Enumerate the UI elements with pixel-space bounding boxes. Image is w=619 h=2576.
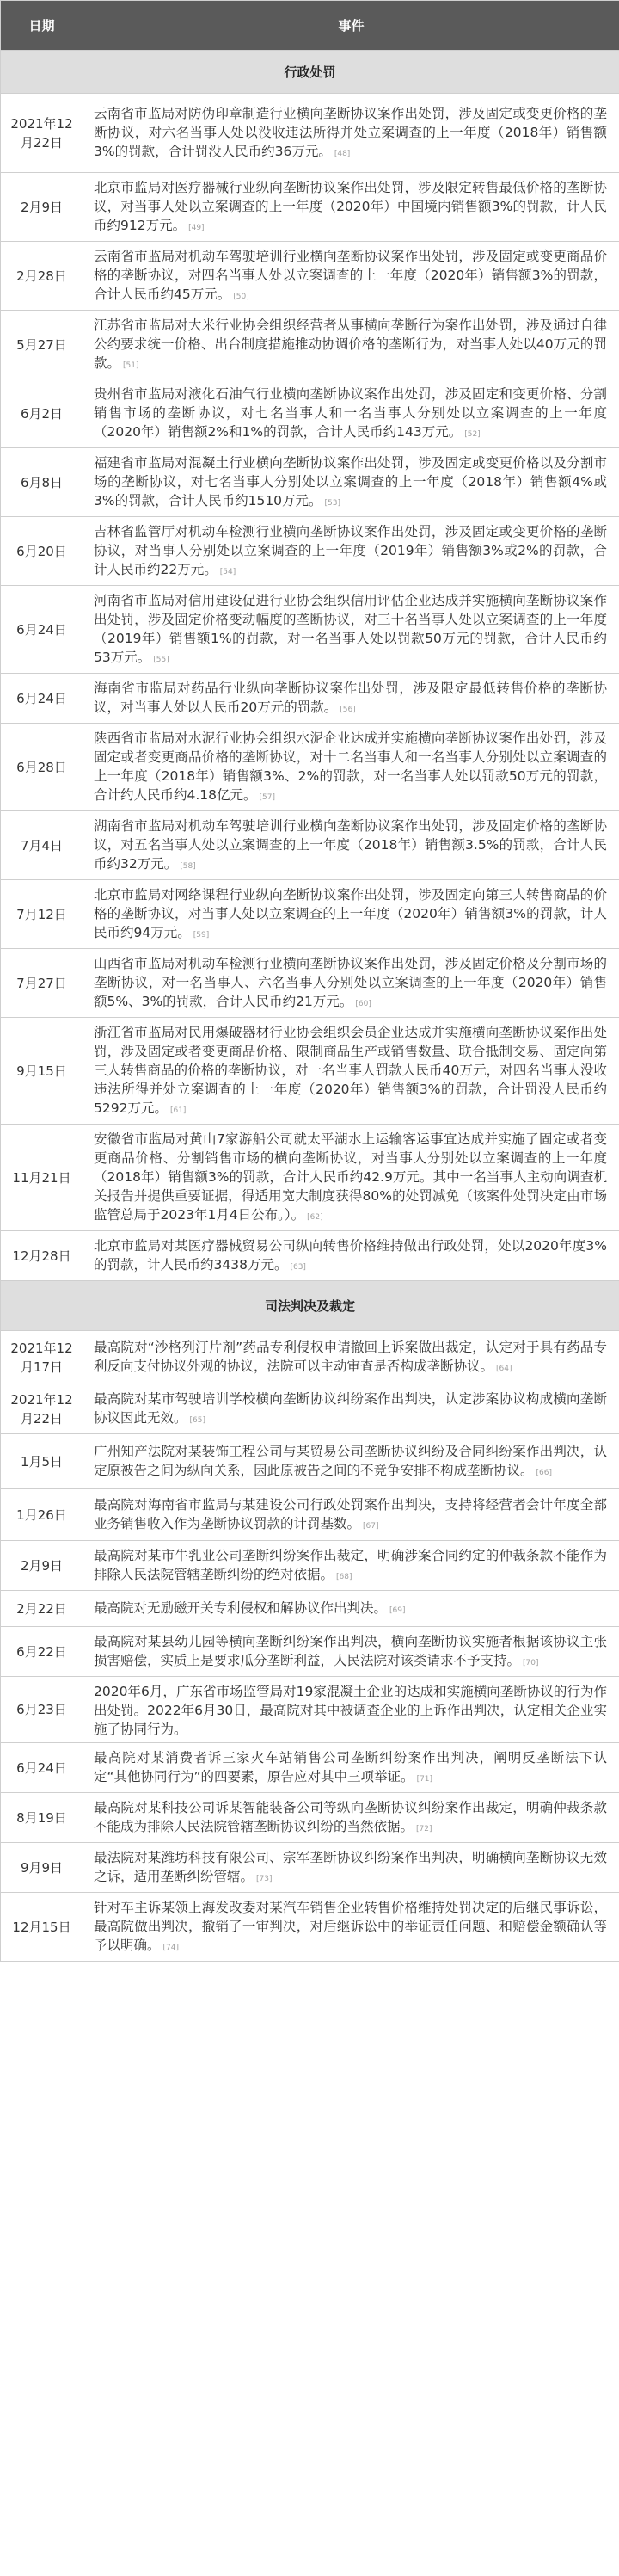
table-row bbox=[1, 517, 619, 586]
event-date: 2月28日 bbox=[1, 242, 83, 311]
table-row bbox=[1, 1125, 619, 1231]
event-date: 2月9日 bbox=[1, 173, 83, 242]
footnote-ref[interactable]: [72] bbox=[416, 1825, 432, 1833]
event-text: 浙江省市监局对民用爆破器材行业协会组织会员企业达成并实施横向垄断协议案作出处罚，涉及固定或者变更商品价格、限制商品生产或销售数量、联合抵制交易、固定向第三人转售商品的价格的垄断协议，对一名当事人罚款人民币40万元，对四名当事人没收违法所得并处立案调查的上一年度（2020年）销售额3%的罚款，合计罚没人民币约5292万元。 bbox=[94, 1025, 607, 1116]
event-date: 2月9日 bbox=[1, 1541, 83, 1591]
table-row bbox=[1, 1591, 619, 1627]
table-body bbox=[1, 51, 619, 1962]
event-date: 11月21日 bbox=[1, 1125, 83, 1231]
event-cell bbox=[83, 811, 619, 880]
event-text: 云南省市监局对防伪印章制造行业横向垄断协议案作出处罚，涉及固定或变更价格的垄断协议，对六名当事人处以没收违法所得并处立案调查的上一年度（2018年）销售额3%的罚款，合计罚没人民币约36万元。 bbox=[94, 106, 607, 159]
table-row bbox=[1, 811, 619, 880]
event-cell bbox=[83, 173, 619, 242]
event-date: 1月5日 bbox=[1, 1434, 83, 1489]
event-cell bbox=[83, 1125, 619, 1231]
event-text: 山西省市监局对机动车检测行业横向垄断协议案作出处罚，涉及固定价格及分割市场的垄断协议，对一名当事人、六名当事人分别处以立案调查的上一年度（2020年）销售额5%、3%的罚款，合计人民币约21万元。 bbox=[94, 956, 607, 1009]
table-row bbox=[1, 94, 619, 173]
table-row bbox=[1, 1489, 619, 1541]
footnote-ref[interactable]: [54] bbox=[219, 568, 236, 576]
table-row bbox=[1, 1018, 619, 1125]
event-text: 吉林省监管厅对机动车检测行业横向垄断协议案作出处罚，涉及固定或变更价格的垄断协议，对当事人分别处以立案调查的上一年度（2019年）销售额3%或2%的罚款，合计人民币约22万元。 bbox=[94, 524, 607, 577]
event-cell bbox=[83, 1893, 619, 1962]
table-row bbox=[1, 1627, 619, 1677]
event-date: 5月27日 bbox=[1, 311, 83, 379]
event-cell bbox=[83, 1384, 619, 1434]
table-row bbox=[1, 880, 619, 949]
footnote-ref[interactable]: [50] bbox=[233, 293, 249, 301]
footnote-ref[interactable]: [65] bbox=[189, 1416, 205, 1425]
event-date: 6月2日 bbox=[1, 379, 83, 448]
table-row bbox=[1, 724, 619, 811]
event-cell bbox=[83, 1627, 619, 1677]
table-row bbox=[1, 1743, 619, 1793]
event-date: 2月22日 bbox=[1, 1591, 83, 1627]
section-row bbox=[1, 51, 619, 94]
event-cell bbox=[83, 379, 619, 448]
event-text: 最高院对无励磁开关专利侵权和解协议作出判决。 bbox=[94, 1600, 388, 1616]
event-text: 最高院对某消费者诉三家火车站销售公司垄断纠纷案作出判决，阐明反垄断法下认定“其他协同行为”的四要素，原告应对其中三项举证。 bbox=[94, 1750, 607, 1784]
event-text: 最高院对“沙格列汀片剂”药品专利侵权申请撤回上诉案做出裁定，认定对于具有药品专利反向支付协议外观的协议，法院可以主动审查是否构成垄断协议。 bbox=[94, 1340, 607, 1374]
table-row bbox=[1, 242, 619, 311]
event-text: 安徽省市监局对黄山7家游船公司就太平湖水上运输客运事宜达成并实施了固定或者变更商品价格、分割销售市场的横向垄断协议，对当事人分别处以立案调查的上一年度（2018年）销售额3%的罚款，合计人民币约42.9万元。其中一名当事人主动向调查机关报告并提供重要证据，得适用宽大制度获得80%的处罚减免（该案件处罚决定由市场监管总局于2023年1月4日公布。）。 bbox=[94, 1131, 607, 1223]
event-cell bbox=[83, 94, 619, 173]
event-date: 1月26日 bbox=[1, 1489, 83, 1541]
event-text: 最法院对某潍坊科技有限公司、宗军垄断协议纠纷案作出判决，明确横向垄断协议无效之诉，适用垄断纠纷管辖。 bbox=[94, 1850, 607, 1884]
event-cell bbox=[83, 674, 619, 724]
footnote-ref[interactable]: [53] bbox=[324, 499, 341, 508]
section-title: 司法判决及裁定 bbox=[1, 1281, 619, 1331]
footnote-ref[interactable]: [51] bbox=[123, 361, 139, 370]
event-text: 广州知产法院对某装饰工程公司与某贸易公司垄断协议纠纷及合同纠纷案作出判决，认定原被告之间为纵向关系，因此原被告之间的不竞争安排不构成垄断协议。 bbox=[94, 1444, 607, 1478]
event-text: 北京市监局对医疗器械行业纵向垄断协议案作出处罚，涉及限定转售最低价格的垄断协议，对当事人处以立案调查的上一年度（2020年）中国境内销售额3%的罚款，计人民币约912万元。 bbox=[94, 180, 607, 233]
footnote-ref[interactable]: [67] bbox=[363, 1522, 379, 1531]
event-text: 陕西省市监局对水泥行业协会组织水泥企业达成并实施横向垄断协议案作出处罚，涉及固定或者变更商品价格的垄断协议，对十二名当事人和一名当事人分别处以立案调查的上一年度（2018年）销售额3%、2%的罚款，对一名当事人处以罚款50万元的罚款，合计约人民币约4.18亿元。 bbox=[94, 730, 607, 803]
table-row bbox=[1, 1677, 619, 1743]
event-date: 7月4日 bbox=[1, 811, 83, 880]
event-cell bbox=[83, 1793, 619, 1843]
event-date: 12月28日 bbox=[1, 1231, 83, 1281]
event-date: 6月24日 bbox=[1, 586, 83, 674]
event-cell bbox=[83, 1677, 619, 1743]
table-row bbox=[1, 173, 619, 242]
event-cell bbox=[83, 949, 619, 1018]
event-text: 最高院对海南省市监局与某建设公司行政处罚案作出判决，支持将经营者会计年度全部业务销售收入作为垄断协议罚款的计罚基数。 bbox=[94, 1497, 607, 1531]
footnote-ref[interactable]: [55] bbox=[153, 656, 169, 664]
event-text: 最高院对某县幼儿园等横向垄断纠纷案作出判决，横向垄断协议实施者根据该协议主张损害赔偿，实质上是要求瓜分垄断利益，人民法院对该类请求不予支持。 bbox=[94, 1634, 607, 1668]
event-date: 6月22日 bbox=[1, 1627, 83, 1677]
event-cell bbox=[83, 1231, 619, 1281]
event-date: 2021年12月17日 bbox=[1, 1331, 83, 1384]
event-date: 12月15日 bbox=[1, 1893, 83, 1962]
section-title: 行政处罚 bbox=[1, 51, 619, 94]
event-text: 最高院对某科技公司诉某智能装备公司等纵向垄断协议纠纷案作出裁定，明确仲裁条款不能成为排除人民法院管辖垄断协议纠纷的当然依据。 bbox=[94, 1800, 607, 1834]
footnote-ref[interactable]: [73] bbox=[256, 1875, 273, 1883]
event-cell bbox=[83, 724, 619, 811]
table-row bbox=[1, 379, 619, 448]
event-text: 河南省市监局对信用建设促进行业协会组织信用评估企业达成并实施横向垄断协议案作出处罚，涉及固定价格变动幅度的垄断协议，对三十名当事人处以立案调查的上一年度（2019年）销售额1%的罚款，对一名当事人处以罚款50万元的罚款，合计人民币约53万元。 bbox=[94, 593, 607, 665]
event-cell bbox=[83, 586, 619, 674]
footnote-ref[interactable]: [56] bbox=[340, 706, 356, 714]
footnote-ref[interactable]: [62] bbox=[307, 1213, 323, 1222]
footnote-ref[interactable]: [49] bbox=[188, 224, 205, 232]
event-date: 6月24日 bbox=[1, 1743, 83, 1793]
event-cell bbox=[83, 1591, 619, 1627]
footnote-ref[interactable]: [48] bbox=[334, 150, 351, 158]
event-date: 6月20日 bbox=[1, 517, 83, 586]
event-text: 云南省市监局对机动车驾驶培训行业横向垄断协议案作出处罚，涉及固定或变更商品价格的垄断协议，对四名当事人处以立案调查的上一年度（2020年）销售额3%的罚款，合计人民币约45万元。 bbox=[94, 249, 607, 302]
event-text: 2020年6月，广东省市场监管局对19家混凝土企业的达成和实施横向垄断协议的行为作出处罚。2022年6月30日，最高院对其中被调查企业的上诉作出判决，认定相关企业实施了协同行为。 bbox=[94, 1684, 607, 1737]
table-row bbox=[1, 1231, 619, 1281]
table-row bbox=[1, 586, 619, 674]
footnote-ref[interactable]: [71] bbox=[416, 1775, 433, 1784]
section-row bbox=[1, 1281, 619, 1331]
event-cell bbox=[83, 517, 619, 586]
footnote-ref[interactable]: [58] bbox=[180, 862, 196, 871]
table-row bbox=[1, 949, 619, 1018]
event-text: 湖南省市监局对机动车驾驶培训行业横向垄断协议案作出处罚，涉及固定价格的垄断协议，对五名当事人处以立案调查的上一年度（2018年）销售额3.5%的罚款，合计人民币约32万元。 bbox=[94, 818, 607, 872]
table-row bbox=[1, 311, 619, 379]
footnote-ref[interactable]: [68] bbox=[336, 1573, 352, 1581]
event-cell bbox=[83, 1018, 619, 1125]
event-cell bbox=[83, 1434, 619, 1489]
table-row bbox=[1, 1541, 619, 1591]
event-text: 北京市监局对网络课程行业纵向垄断协议案作出处罚，涉及固定向第三人转售商品的价格的垄断协议，对当事人处以立案调查的上一年度（2020年）销售额3%的罚款，计人民币约94万元。 bbox=[94, 887, 607, 940]
footnote-ref[interactable]: [59] bbox=[193, 931, 210, 940]
event-text: 江苏省市监局对大米行业协会组织经营者从事横向垄断行为案作出处罚，涉及通过自律公约要求统一价格、出台制度措施推动协调价格的垄断行为，对当事人处以40万元的罚款。 bbox=[94, 317, 607, 371]
event-date: 2021年12月22日 bbox=[1, 94, 83, 173]
event-text: 海南省市监局对药品行业纵向垄断协议案作出处罚，涉及限定最低转售价格的垄断协议，对当事人处以人民币20万元的罚款。 bbox=[94, 681, 607, 715]
footnote-ref[interactable]: [52] bbox=[464, 430, 481, 439]
table-row bbox=[1, 1331, 619, 1384]
event-date: 2021年12月22日 bbox=[1, 1384, 83, 1434]
event-text: 针对车主诉某领上海发改委对某汽车销售企业转售价格维持处罚决定的后继民事诉讼，最高院做出判决，撤销了一审判决，对后继诉讼中的举证责任问题、和赔偿金额确认等予以明确。 bbox=[94, 1900, 607, 1953]
header-date: 日期 bbox=[1, 1, 83, 51]
footnote-ref[interactable]: [63] bbox=[290, 1263, 306, 1272]
event-text: 北京市监局对某医疗器械贸易公司纵向转售价格维持做出行政处罚，处以2020年度3%的罚款，计人民币约3438万元。 bbox=[94, 1238, 607, 1273]
table-row bbox=[1, 1384, 619, 1434]
event-cell bbox=[83, 448, 619, 517]
event-date: 6月23日 bbox=[1, 1677, 83, 1743]
table-row bbox=[1, 674, 619, 724]
event-text: 最高院对某市牛乳业公司垄断纠纷案作出裁定，明确涉案合同约定的仲裁条款不能作为排除人民法院管辖垄断纠纷的绝对依据。 bbox=[94, 1548, 607, 1582]
table-row bbox=[1, 1893, 619, 1962]
event-date: 6月28日 bbox=[1, 724, 83, 811]
footnote-ref[interactable]: [57] bbox=[259, 793, 275, 802]
footnote-ref[interactable]: [66] bbox=[536, 1469, 552, 1477]
event-cell bbox=[83, 1743, 619, 1793]
event-text: 最高院对某市驾驶培训学校横向垄断协议纠纷案作出判决，认定涉案协议构成横向垄断协议因此无效。 bbox=[94, 1391, 607, 1426]
event-date: 6月24日 bbox=[1, 674, 83, 724]
event-text: 福建省市监局对混凝土行业横向垄断协议案作出处罚，涉及固定或变更价格以及分割市场的垄断协议，对七名当事人分别处以立案调查的上一年度（2018年）销售额4%或3%的罚款，合计人民币约1510万元。 bbox=[94, 455, 607, 508]
event-date: 9月9日 bbox=[1, 1843, 83, 1893]
event-date: 7月12日 bbox=[1, 880, 83, 949]
table-row bbox=[1, 448, 619, 517]
footnote-ref[interactable]: [69] bbox=[389, 1606, 406, 1615]
event-cell bbox=[83, 1489, 619, 1541]
event-date: 7月27日 bbox=[1, 949, 83, 1018]
event-date: 9月15日 bbox=[1, 1018, 83, 1125]
footnote-ref[interactable]: [64] bbox=[496, 1365, 512, 1373]
footnote-ref[interactable]: [70] bbox=[523, 1659, 539, 1667]
header-event: 事件 bbox=[83, 1, 619, 51]
table-header-row bbox=[1, 1, 619, 51]
footnote-ref[interactable]: [61] bbox=[169, 1106, 187, 1115]
event-cell bbox=[83, 1843, 619, 1893]
table-row bbox=[1, 1434, 619, 1489]
event-cell bbox=[83, 1541, 619, 1591]
event-cell bbox=[83, 242, 619, 311]
event-date: 8月19日 bbox=[1, 1793, 83, 1843]
event-cell bbox=[83, 311, 619, 379]
event-cell bbox=[83, 1331, 619, 1384]
footnote-ref[interactable]: [74] bbox=[162, 1944, 179, 1952]
event-text: 贵州省市监局对液化石油气行业横向垄断协议案作出处罚，涉及固定和变更价格、分割销售市场的垄断协议，对七名当事人和一名当事人分别处以立案调查的上一年度（2020年）销售额2%和1%的罚款，合计人民币约143万元。 bbox=[94, 386, 607, 440]
event-date: 6月8日 bbox=[1, 448, 83, 517]
table-row bbox=[1, 1793, 619, 1843]
event-cell bbox=[83, 880, 619, 949]
footnote-ref[interactable]: [60] bbox=[355, 1000, 371, 1008]
table-row bbox=[1, 1843, 619, 1893]
